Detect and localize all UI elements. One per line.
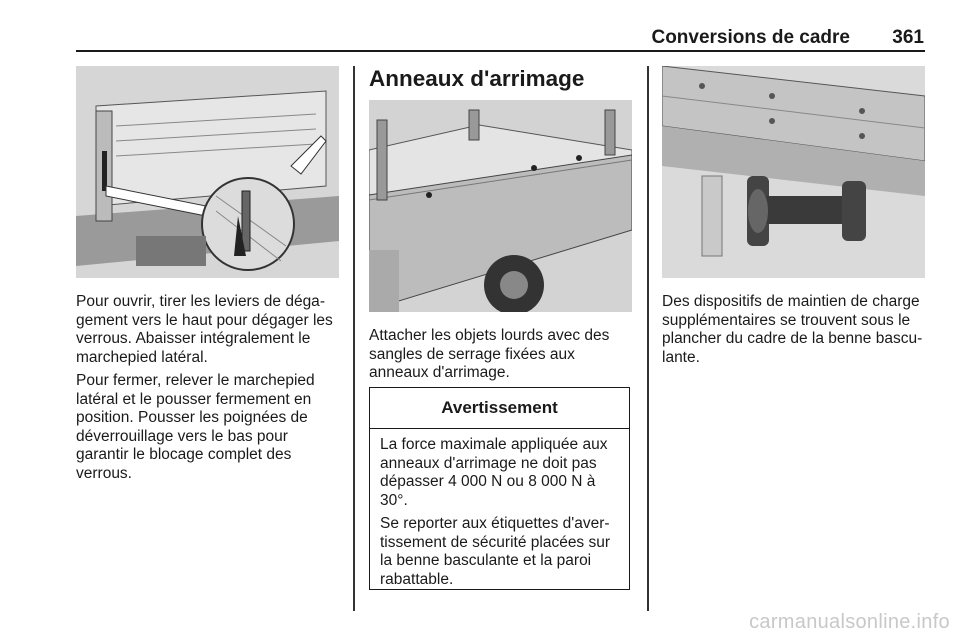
column2-text bbox=[369, 327, 631, 388]
illustration-tie-down-rings bbox=[369, 100, 632, 312]
illustration-side-step-latch bbox=[76, 66, 339, 278]
column-divider-2 bbox=[647, 66, 649, 611]
column-divider-1 bbox=[353, 66, 355, 611]
warning-paragraph-1: La force maximale appliquée aux anneaux d'arrimage ne doit pas dépasser 4 000 N ou 8 000 N à 30°. bbox=[380, 436, 608, 509]
column1-paragraph-1: Pour ouvrir, tirer les leviers de dégagement vers le haut pour dégager les verrous. Abaisser intégralement le marchepied latéral. bbox=[76, 293, 333, 366]
section-title: Anneaux d'arrimage bbox=[369, 66, 585, 91]
page-number: 361 bbox=[892, 27, 924, 48]
warning-paragraph-2: Se reporter aux étiquettes d'avertissement de sécurité placées sur la benne basculante et la paroi rabattable. bbox=[380, 515, 611, 588]
warning-box bbox=[369, 387, 630, 590]
column2-paragraph: Attacher les objets lourds avec des sangles de serrage fixées aux anneaux d'arrimage. bbox=[369, 327, 610, 381]
warning-heading: Avertissement bbox=[370, 388, 629, 429]
column1-text bbox=[76, 293, 341, 488]
column1-paragraph-2: Pour fermer, relever le marchepied latéral et le pousser fermement en position. Pousser les poignées de déverrouillage vers le bas pour garantir le blocage complet des verrous. bbox=[76, 372, 315, 482]
warning-body bbox=[370, 429, 629, 589]
column3-paragraph: Des dispositifs de maintien de charge supplémentaires se trouvent sous le plancher du cadre de la benne basculante. bbox=[662, 293, 923, 366]
watermark: carmanualsonline.info bbox=[749, 611, 950, 633]
illustration-load-retainers bbox=[662, 66, 925, 278]
column3-text bbox=[662, 293, 927, 372]
page-header-title: Conversions de cadre bbox=[651, 27, 850, 48]
header-rule bbox=[76, 50, 925, 52]
